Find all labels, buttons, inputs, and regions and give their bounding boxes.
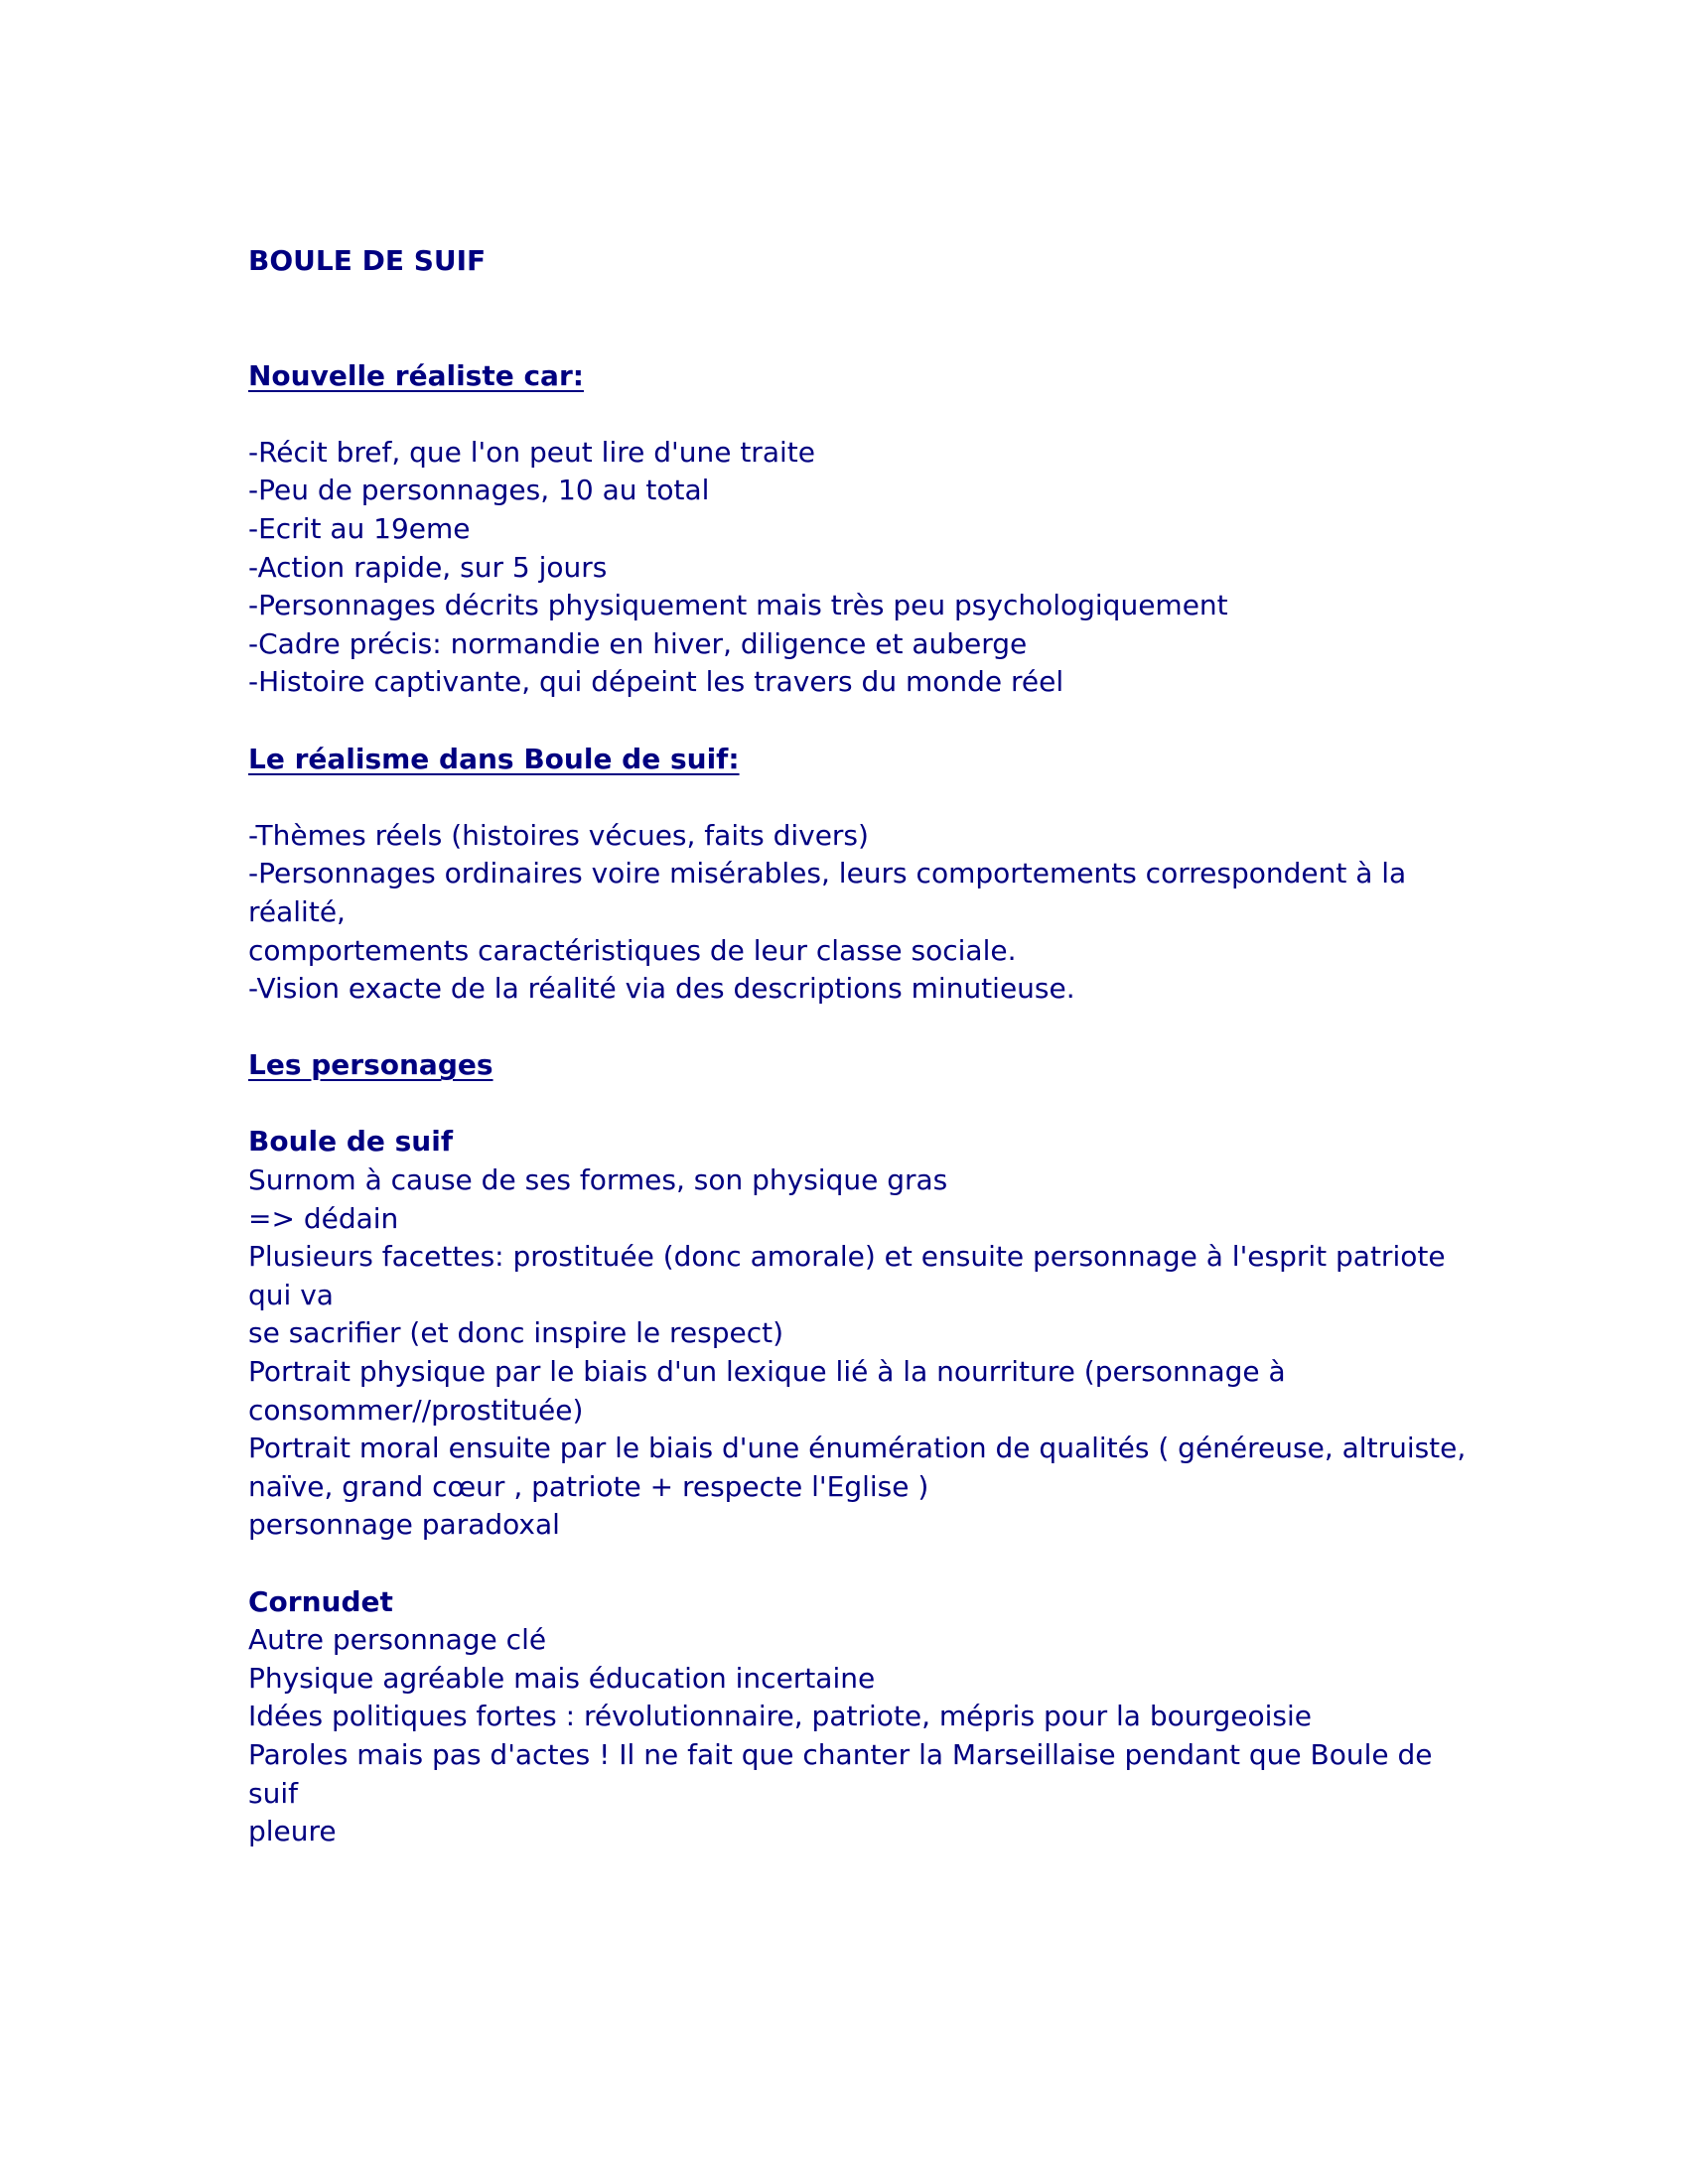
character-name-cornudet: Cornudet <box>248 1584 393 1618</box>
section-heading-realisme: Le réalisme dans Boule de suif: <box>248 742 740 775</box>
paragraph-line: Portrait physique par le biais d'un lexique lié à la nourriture (personnage à <box>248 1355 1286 1389</box>
spacer <box>248 395 1470 434</box>
section-heading-personnages: Les personages <box>248 1048 493 1082</box>
document-body <box>248 242 1470 1851</box>
nouvelle-list <box>248 434 1470 702</box>
paragraph-line: => dédain <box>248 1201 399 1235</box>
paragraph-line: naïve, grand cœur , patriote + respecte l'Eglise ) <box>248 1469 929 1503</box>
spacer <box>248 1085 1470 1124</box>
paragraph-line: Idées politiques fortes : révolutionnaire, patriote, mépris pour la bourgeoisie <box>248 1700 1313 1733</box>
spacer <box>248 281 1470 357</box>
list-item: -Récit bref, que l'on peut lire d'une traite <box>248 435 815 469</box>
paragraph-line: se sacrifier (et donc inspire le respect) <box>248 1316 783 1350</box>
list-item: -Personnages ordinaires voire misérables, leurs comportements correspondent à la réalité, <box>248 857 1416 928</box>
list-item: -Thèmes réels (histoires vécues, faits divers) <box>248 818 869 852</box>
character-name-boule-de-suif: Boule de suif <box>248 1125 454 1159</box>
realisme-list <box>248 817 1470 1009</box>
list-item: -Peu de personnages, 10 au total <box>248 474 710 507</box>
spacer <box>248 1009 1470 1047</box>
list-item: -Vision exacte de la réalité via des descriptions minutieuse. <box>248 972 1075 1006</box>
list-item: -Histoire captivante, qui dépeint les travers du monde réel <box>248 665 1064 699</box>
spacer <box>248 702 1470 741</box>
paragraph-line: personnage paradoxal <box>248 1508 560 1542</box>
paragraph-line: pleure <box>248 1815 337 1848</box>
paragraph-line: Autre personnage clé <box>248 1623 547 1657</box>
boule-de-suif-description <box>248 1161 1470 1545</box>
paragraph-line: Portrait moral ensuite par le biais d'une énumération de qualités ( généreuse, altruiste, <box>248 1432 1467 1465</box>
section-heading-nouvelle: Nouvelle réaliste car: <box>248 358 584 392</box>
cornudet-description <box>248 1621 1470 1851</box>
paragraph-line: Physique agréable mais éducation incertaine <box>248 1661 876 1695</box>
paragraph-line: consommer//prostituée) <box>248 1393 584 1427</box>
paragraph-line: Surnom à cause de ses formes, son physique gras <box>248 1163 948 1197</box>
list-item: comportements caractéristiques de leur classe sociale. <box>248 933 1017 967</box>
list-item: -Ecrit au 19eme <box>248 511 471 545</box>
paragraph-line: Plusieurs facettes: prostituée (donc amorale) et ensuite personnage à l'esprit patriote qui va <box>248 1240 1455 1311</box>
spacer <box>248 1545 1470 1583</box>
list-item: -Personnages décrits physiquement mais très peu psychologiquement <box>248 589 1228 622</box>
list-item: -Action rapide, sur 5 jours <box>248 550 608 584</box>
list-item: -Cadre précis: normandie en hiver, diligence et auberge <box>248 626 1028 660</box>
document-title: BOULE DE SUIF <box>248 244 487 277</box>
spacer <box>248 778 1470 817</box>
paragraph-line: Paroles mais pas d'actes ! Il ne fait que chanter la Marseillaise pendant que Boule de suif <box>248 1737 1442 1810</box>
